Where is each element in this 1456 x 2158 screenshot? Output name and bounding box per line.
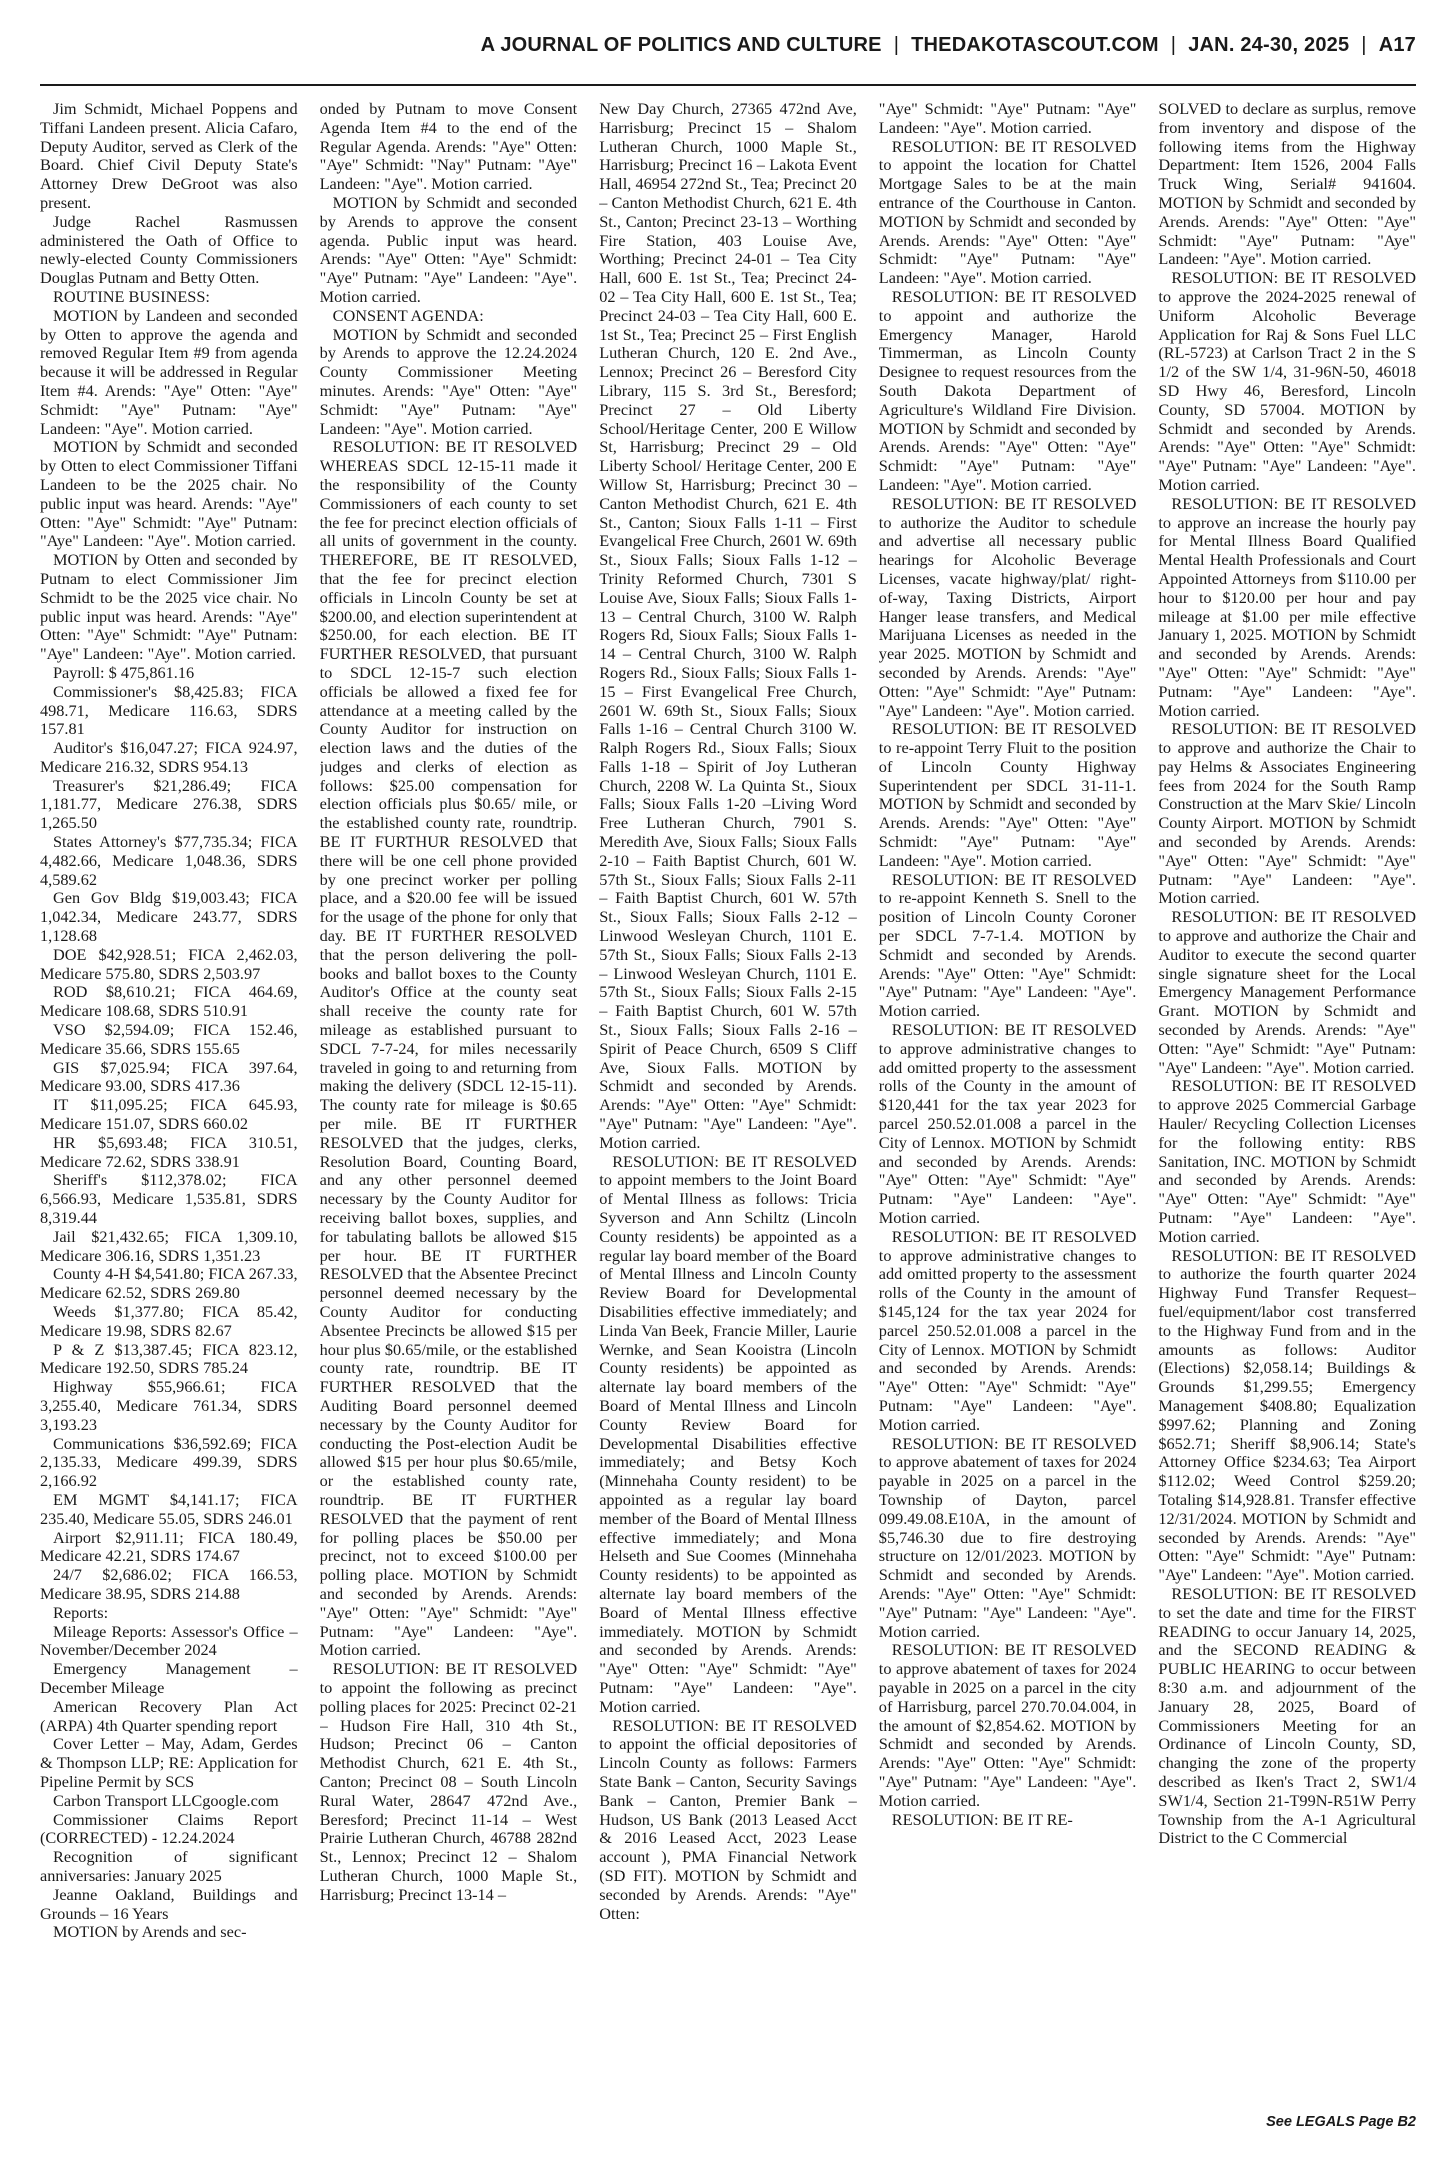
- notice-paragraph: RESOLUTION: BE IT RESOLVED to authorize the Auditor to schedule and advertise all necessary public hearings for Alcoholic Beverage Licenses, vacate highway/plat/ right-of-way, Taxing Districts, Airport Hanger lease transfers, and Medical Marijuana Licenses as needed in the year 2025. MOTION by Schmidt and seconded by Arends. Arends: "Aye" Otten: "Aye" Schmidt: "Aye" Putnam: "Aye" Landeen: "Aye". Motion carried.: [878, 493, 1137, 720]
- notice-paragraph: RESOLUTION: BE IT RESOLVED to appoint and authorize the Emergency Manager, Harold Timmerman, as Lincoln County Designee to request resources from the South Dakota Department of Agriculture's Wildland Fire Division. MOTION by Schmidt and seconded by Arends. Arends: "Aye" Otten: "Aye" Schmidt: "Aye" Putnam: "Aye" Landeen: "Aye". Motion carried.: [878, 286, 1137, 494]
- notice-paragraph: RESOLUTION: BE IT RESOLVED to re-appoint Terry Fluit to the position of Lincoln County Highway Superintendent per SDCL 31-11-1. MOTION by Schmidt and seconded by Arends. Arends: "Aye" Otten: "Aye" Schmidt: "Aye" Putnam: "Aye" Landeen: "Aye". Motion carried.: [878, 719, 1137, 870]
- notice-paragraph: States Attorney's $77,735.34; FICA 4,482.66, Medicare 1,048.36, SDRS 4,589.62: [40, 832, 298, 889]
- notice-paragraph: VSO $2,594.09; FICA 152.46, Medicare 35.66, SDRS 155.65: [40, 1020, 298, 1058]
- notice-paragraph: RESOLUTION: BE IT RESOLVED to set the date and time for the FIRST READING to occur January 14, 2025, and the SECOND READING & PUBLIC HEARING to occur between 8:30 a.m. and adjournment of the January 28, 2025, Board of Commissioners Meeting for an Ordinance of Lincoln County, SD, changing the zone of the property described as Iken's Tract 2, SW1/4 SW1/4, Section 21-T99N-R51W Perry Township from the A-1 Agricultural District to the C Commercial: [1158, 1583, 1416, 1848]
- notice-paragraph: MOTION by Schmidt and seconded by Arends to approve the consent agenda. Public input was heard. Arends: "Aye" Otten: "Aye" Schmidt: "Aye" Putnam: "Aye" Landeen: "Aye". Motion carried.: [319, 192, 578, 306]
- notice-paragraph: RESOLUTION: BE IT RESOLVED to appoint the location for Chattel Mortgage Sales to be at the main entrance of the Courthouse in Canton. MOTION by Schmidt and seconded by Arends. Arends: "Aye" Otten: "Aye" Schmidt: "Aye" Putnam: "Aye" Landeen: "Aye". Motion carried.: [878, 136, 1137, 288]
- notice-paragraph: IT $11,095.25; FICA 645.93, Medicare 151.07, SDRS 660.02: [40, 1095, 298, 1134]
- notice-paragraph: American Recovery Plan Act (ARPA) 4th Quarter spending report: [40, 1696, 298, 1735]
- notice-paragraph: RESOLUTION: BE IT RESOLVED WHEREAS SDCL 12-15-11 made it the responsibility of the County Commissioners of each county to set the fee for precinct election officials of all units of government in the county. THEREFORE, BE IT RESOLVED, that the fee for precinct election officials in Lincoln County be set at $200.00, and election superintendent at $250.00, for each election. BE IT FURTHER RESOLVED, that pursuant to SDCL 12-15-7 such election officials be allowed a fixed fee for attendance at a meeting called by the County Auditor for instruction on election laws and the duties of the judges and clerks of election as follows: $25.00 compensation for election officials plus $0.65/ mile, or the established county rate, roundtrip. BE IT FURTHUR RESOLVED that there will be one cell phone provided by one precinct worker per polling place, and a $20.00 fee will be issued for the usage of the phone for only that day. BE IT FURTHER RESOLVED that the person delivering the poll-books and ballot boxes to the County Auditor's Office at the county seat shall receive the county rate for mileage as established pursuant to SDCL 7-7-24, for miles necessarily traveled in going to and returning from making the delivery (SDCL 12-15-11). The county rate for mileage is $0.65 per mile. BE IT FURTHER RESOLVED that the judges, clerks, Resolution Board, Counting Board, and any other personnel deemed necessary by the County Auditor for receiving ballot boxes, supplies, and for tabulating ballots be allowed $15 per hour. BE IT FURTHER RESOLVED that the Absentee Precinct personnel deemed necessary by the County Auditor for conducting Absentee Precincts be allowed $15 per hour plus $0.65/mile, or the established county rate, roundtrip. BE IT FURTHER RESOLVED that the Auditing Board personnel deemed necessary by the County Auditor for conducting the Post-election Audit be allowed $15 per hour plus $0.65/mile, or the established county rate, roundtrip. BE IT FURTHER RESOLVED that the payment of rent for polling places be $50.00 per precinct, not to exceed $100.00 per polling place. MOTION by Schmidt and seconded by Arends. Arends: "Aye" Otten: "Aye" Schmidt: "Aye" Putnam: "Aye" Landeen: "Aye". Motion carried.: [319, 437, 578, 1660]
- notice-paragraph: RESOLUTION: BE IT RE-: [891, 1809, 1073, 1829]
- notice-paragraph: "Aye" Schmidt: "Aye" Putnam: "Aye" Landeen: "Aye". Motion carried.: [878, 100, 1137, 137]
- notice-paragraph: Weeds $1,377.80; FICA 85.42, Medicare 19.98, SDRS 82.67: [40, 1302, 298, 1340]
- notice-paragraph: MOTION by Otten and seconded by Putnam to elect Commissioner Jim Schmidt to be the 2025 vice chair. No public input was heard. Arends: "Aye" Otten: "Aye" Schmidt: "Aye" Putnam: "Aye" Landeen: "Aye". Motion carried.: [40, 550, 298, 664]
- notice-paragraph: SOLVED to declare as surplus, remove from inventory and dispose of the following items from the Highway Department: Item 1526, 2004 Falls Truck Wing, Serial# 941604. MOTION by Schmidt and seconded by Arends. Arends: "Aye" Otten: "Aye" Schmidt: "Aye" Putnam: "Aye" Landeen: "Aye". Motion carried.: [1158, 100, 1416, 269]
- notice-paragraph: Jail $21,432.65; FICA 1,309.10, Medicare 306.16, SDRS 1,351.23: [40, 1226, 298, 1265]
- notice-paragraph: MOTION by Schmidt and seconded by Otten to elect Commissioner Tiffani Landeen to be the 2025 chair. No public input was heard. Arends: "Aye" Otten: "Aye" Schmidt: "Aye" Putnam: "Aye" Landeen: "Aye". Motion carried.: [40, 437, 298, 551]
- header-separator: |: [1361, 34, 1367, 56]
- notice-paragraph: RESOLUTION: BE IT RESOLVED to approve an increase the hourly pay for Mental Illness Board Qualified Mental Health Professionals and Court Appointed Attorneys from $110.00 per hour to $120.00 per hour and pay mileage at $1.00 per mile effective January 1, 2025. MOTION by Schmidt and seconded by Arends. Arends: "Aye" Otten: "Aye" Schmidt: "Aye" Putnam: "Aye" Landeen: "Aye". Motion carried.: [1158, 493, 1416, 720]
- notice-paragraph: New Day Church, 27365 472nd Ave, Harrisburg; Precinct 15 – Shalom Lutheran Church, 1000 Maple St., Harrisburg; Precinct 16 – Lakota Event Hall, 46954 272nd St., Tea; Precinct 20 – Canton Methodist Church, 621 E. 4th St., Canton; Precinct 23-13 – Worthing Fire Station, 403 Louise Ave, Worthing; Precinct 24-01 – Tea City Hall, 600 E. 1st St., Tea; Precinct 24-02 – Tea City Hall, 600 E. 1st St., Tea; Precinct 24-03 – Tea City Hall, 600 E. 1st St., Tea; Precinct 25 – First English Lutheran Church, 120 E. 2nd Ave., Lennox; Precinct 26 – Beresford City Library, 115 S. 3rd St., Beresford; Precinct 27 – Old Liberty School/Heritage Center, 200 E Willow St, Harrisburg; Precinct 29 – Old Liberty School/ Heritage Center, 200 E Willow St, Harrisburg; Precinct 30 – Canton Methodist Church, 621 E. 4th St., Canton; Sioux Falls 1-11 – First Evangelical Free Church, 2601 W. 69th St., Sioux Falls; Sioux Falls 1-12 –Trinity Reformed Church, 7301 S Louise Ave, Sioux Falls; Sioux Falls 1-13 – Central Church, 3100 W. Ralph Rogers Rd, Sioux Falls; Sioux Falls 1-14 – Central Church, 3100 W. Ralph Rogers Rd., Sioux Falls; Sioux Falls 1-15 – First Evangelical Free Church, 2601 W. 69th St., Sioux Falls; Sioux Falls 1-16 – Central Church 3100 W. Ralph Rogers Rd., Sioux Falls; Sioux Falls 1-18 – Spirit of Joy Lutheran Church, 2208 W. La Quinta St., Sioux Falls; Sioux Falls 1-20 –Living Word Free Lutheran Church, 7901 S. Meredith Ave, Sioux Falls; Sioux Falls 2-10 – Faith Baptist Church, 601 W. 57th St., Sioux Falls; Sioux Falls 2-11 – Faith Baptist Church, 601 W. 57th St., Sioux Falls; Sioux Falls 2-12 – Linwood Wesleyan Church, 1101 E. 57th St., Sioux Falls; Sioux Falls 2-13 – Linwood Wesleyan Church, 1101 E. 57th St., Sioux Falls; Sioux Falls 2-15 – Faith Baptist Church, 601 W. 57th St., Sioux Falls; Sioux Falls 2-16 – Spirit of Peace Church, 6509 S Cliff Ave, Sioux Falls. MOTION by Schmidt and seconded by Arends. Arends: "Aye" Otten: "Aye" Schmidt: "Aye" Putnam: "Aye" Landeen: "Aye". Motion carried.: [599, 100, 857, 1152]
- notice-paragraph: Highway $55,966.61; FICA 3,255.40, Medicare 761.34, SDRS 3,193.23: [40, 1377, 298, 1434]
- continued-reference: See LEGALS Page B2: [1266, 2114, 1416, 2130]
- notice-paragraph: Airport $2,911.11; FICA 180.49, Medicare 42.21, SDRS 174.67: [40, 1527, 298, 1566]
- notice-paragraph: Recognition of significant anniversaries: January 2025: [40, 1847, 298, 1885]
- text-column-2: [320, 100, 578, 2110]
- notice-paragraph: Gen Gov Bldg $19,003.43; FICA 1,042.34, Medicare 243.77, SDRS 1,128.68: [40, 888, 298, 946]
- notice-paragraph: 24/7 $2,686.02; FICA 166.53, Medicare 38.95, SDRS 214.88: [40, 1565, 298, 1603]
- notice-paragraph: onded by Putnam to move Consent Agenda Item #4 to the end of the Regular Agenda. Arends: "Aye" Otten: "Aye" Schmidt: "Nay" Putnam: "Aye" Landeen: "Aye". Motion carried.: [319, 100, 578, 194]
- notice-paragraph: Jeanne Oakland, Buildings and Grounds – 16 Years: [40, 1884, 298, 1923]
- page-header: [40, 34, 1416, 86]
- text-column-1: [40, 100, 298, 2110]
- notice-paragraph: CONSENT AGENDA:: [332, 305, 484, 325]
- notice-paragraph: RESOLUTION: BE IT RESOLVED to appoint the following as precinct polling places for 2025: Precinct 02-21 – Hudson Fire Hall, 310 4th St., Hudson; Precinct 06 – Canton Methodist Church, 621 E. 4th St., Canton; Precinct 08 – South Lincoln Rural Water, 28647 472nd Ave., Beresford; Precinct 11-14 – West Prairie Lutheran Church, 46788 282nd St., Lennox; Precinct 12 – Shalom Lutheran Church, 1000 Maple St., Harrisburg; Precinct 13-14 –: [319, 1659, 578, 1904]
- notice-paragraph: RESOLUTION: BE IT RESOLVED to approve abatement of taxes for 2024 payable in 2025 on a parcel in the city of Harrisburg, parcel 270.70.04.004, in the amount of $2,854.62. MOTION by Schmidt and seconded by Arends. Arends: "Aye" Otten: "Aye" Schmidt: "Aye" Putnam: "Aye" Landeen: "Aye". Motion carried.: [878, 1640, 1137, 1810]
- notice-paragraph: MOTION by Arends and sec-: [53, 1922, 247, 1942]
- notice-paragraph: Carbon Transport LLCgoogle.com: [53, 1790, 279, 1810]
- notice-paragraph: MOTION by Landeen and seconded by Otten to approve the agenda and removed Regular Item #9 from agenda because it will be addressed in Regular Item #4. Arends: "Aye" Otten: "Aye" Schmidt: "Aye" Putnam: "Aye" Landeen: "Aye". Motion carried.: [40, 305, 298, 438]
- page-number: A17: [1378, 34, 1416, 56]
- notice-paragraph: Payroll: $ 475,861.16: [53, 662, 195, 682]
- notice-paragraph: County 4-H $4,541.80; FICA 267.33, Medicare 62.52, SDRS 269.80: [40, 1264, 298, 1303]
- notice-paragraph: MOTION by Schmidt and seconded by Arends to approve the 12.24.2024 County Commissioner Meeting minutes. Arends: "Aye" Otten: "Aye" Schmidt: "Aye" Putnam: "Aye" Landeen: "Aye". Motion carried.: [319, 324, 578, 438]
- text-column-4: [879, 100, 1137, 2110]
- text-column-3: [599, 100, 857, 2110]
- notice-paragraph: RESOLUTION: BE IT RESOLVED to approve and authorize the Chair to pay Helms & Associates Engineering fees from 2024 for the South Ramp Construction at the Marv Skie/ Lincoln County Airport. MOTION by Schmidt and seconded by Arends. Arends: "Aye" Otten: "Aye" Schmidt: "Aye" Putnam: "Aye" Landeen: "Aye". Motion carried.: [1158, 719, 1416, 908]
- notice-paragraph: GIS $7,025.94; FICA 397.64, Medicare 93.00, SDRS 417.36: [40, 1057, 298, 1096]
- notice-paragraph: Communications $36,592.69; FICA 2,135.33, Medicare 499.39, SDRS 2,166.92: [40, 1433, 298, 1491]
- notice-paragraph: Mileage Reports: Assessor's Office – November/December 2024: [40, 1621, 298, 1660]
- legal-notice-columns: [40, 100, 1416, 2110]
- notice-paragraph: Commissioner's $8,425.83; FICA 498.71, Medicare 116.63, SDRS 157.81: [40, 681, 298, 739]
- publication-tagline: A JOURNAL OF POLITICS AND CULTURE: [480, 34, 882, 56]
- notice-paragraph: ROD $8,610.21; FICA 464.69, Medicare 108.68, SDRS 510.91: [40, 982, 298, 1021]
- notice-paragraph: Emergency Management – December Mileage: [40, 1659, 298, 1697]
- notice-paragraph: DOE $42,928.51; FICA 2,462.03, Medicare 575.80, SDRS 2,503.97: [40, 944, 298, 983]
- notice-paragraph: Sheriff's $112,378.02; FICA 6,566.93, Medicare 1,535.81, SDRS 8,319.44: [40, 1170, 298, 1228]
- header-separator: |: [893, 34, 900, 56]
- notice-paragraph: Auditor's $16,047.27; FICA 924.97, Medicare 216.32, SDRS 954.13: [40, 738, 298, 776]
- notice-paragraph: Treasurer's $21,286.49; FICA 1,181.77, Medicare 276.38, SDRS 1,265.50: [40, 775, 298, 833]
- text-column-5: [1158, 100, 1416, 2110]
- notice-paragraph: Cover Letter – May, Adam, Gerdes & Thompson LLP; RE: Application for Pipeline Permit by SCS: [40, 1734, 298, 1791]
- notice-paragraph: RESOLUTION: BE IT RESOLVED to approve the 2024-2025 renewal of Uniform Alcoholic Beverage Application for Raj & Sons Fuel LLC (RL-5723) at Carlson Tract 2 in the S 1/2 of the SW 1/4, 31-96N-50, 46018 SD Hwy 46, Beresford, Lincoln County, SD 57004. MOTION by Schmidt and seconded by Arends. Arends: "Aye" Otten: "Aye" Schmidt: "Aye" Putnam: "Aye" Landeen: "Aye". Motion carried.: [1158, 268, 1416, 494]
- notice-paragraph: RESOLUTION: BE IT RESOLVED to appoint the official depositories of Lincoln County as follows: Farmers State Bank – Canton, Security Savings Bank – Canton, Premier Bank – Hudson, US Bank (2013 Leased Acct & 2016 Leased Acct, 2023 Lease account ), PMA Financial Network (SD FIT). MOTION by Schmidt and seconded by Arends. Arends: "Aye" Otten:: [599, 1715, 857, 1923]
- website-label: THEDAKOTASCOUT.COM: [911, 34, 1159, 56]
- notice-paragraph: RESOLUTION: BE IT RESOLVED to approve 2025 Commercial Garbage Hauler/ Recycling Collection Licenses for the following entity: RBS Sanitation, INC. MOTION by Schmidt and seconded by Arends. Arends: "Aye" Otten: "Aye" Schmidt: "Aye" Putnam: "Aye" Landeen: "Aye". Motion carried.: [1158, 1076, 1416, 1246]
- notice-paragraph: RESOLUTION: BE IT RESOLVED to approve administrative changes to add omitted property to the assessment rolls of the County in the amount of $145,124 for the tax year 2024 for parcel 250.52.01.008 a parcel in the City of Lennox. MOTION by Schmidt and seconded by Arends. Arends: "Aye" Otten: "Aye" Schmidt: "Aye" Putnam: "Aye" Landeen: "Aye". Motion carried.: [878, 1226, 1137, 1434]
- notice-paragraph: RESOLUTION: BE IT RESOLVED to appoint members to the Joint Board of Mental Illness as follows: Tricia Syverson and Ann Schiltz (Lincoln County residents) be appointed as a regular lay board member of the Board of Mental Illness and Lincoln County Review Board for Developmental Disabilities effective immediately; and Linda Van Beek, Francie Miller, Laurie Wernke, and Sean Kooistra (Lincoln County residents) be appointed as alternate lay board members of the Board of Mental Illness and Lincoln County Review Board for Developmental Disabilities effective immediately; and Betsy Koch (Minnehaha County resident) to be appointed as a regular lay board member of the Board of Mental Illness effective immediately; and Mona Helseth and Sue Coomes (Minnehaha County residents) to be appointed as alternate lay board members of the Board of Mental Illness effective immediately. MOTION by Schmidt and seconded by Arends. Arends: "Aye" Otten: "Aye" Schmidt: "Aye" Putnam: "Aye" Landeen: "Aye". Motion carried.: [599, 1151, 857, 1716]
- notice-paragraph: Judge Rachel Rasmussen administered the Oath of Office to newly-elected County Commissioners Douglas Putnam and Betty Otten.: [40, 211, 298, 288]
- notice-paragraph: RESOLUTION: BE IT RESOLVED to re-appoint Kenneth S. Snell to the position of Lincoln County Coroner per SDCL 7-7-1.4. MOTION by Schmidt and seconded by Arends. Arends: "Aye" Otten: "Aye" Schmidt: "Aye" Putnam: "Aye" Landeen: "Aye". Motion carried.: [878, 869, 1137, 1021]
- notice-paragraph: ROUTINE BUSINESS:: [53, 286, 210, 306]
- notice-paragraph: RESOLUTION: BE IT RESOLVED to approve and authorize the Chair and Auditor to execute the second quarter single signature sheet for the Local Emergency Management Performance Grant. MOTION by Schmidt and seconded by Arends. Arends: "Aye" Otten: "Aye" Schmidt: "Aye" Putnam: "Aye" Landeen: "Aye". Motion carried.: [1158, 907, 1416, 1077]
- notice-paragraph: P & Z $13,387.45; FICA 823.12, Medicare 192.50, SDRS 785.24: [40, 1339, 298, 1378]
- notice-paragraph: Jim Schmidt, Michael Poppens and Tiffani Landeen present. Alicia Cafaro, Deputy Auditor, served as Clerk of the Board. Chief Civil Deputy State's Attorney Drew DeGroot was also present.: [40, 100, 298, 212]
- notice-paragraph: RESOLUTION: BE IT RESOLVED to approve administrative changes to add omitted property to the assessment rolls of the County in the amount of $120,441 for the tax year 2023 for parcel 250.52.01.008 a parcel in the City of Lennox. MOTION by Schmidt and seconded by Arends. Arends: "Aye" Otten: "Aye" Schmidt: "Aye" Putnam: "Aye" Landeen: "Aye". Motion carried.: [878, 1020, 1137, 1228]
- notice-paragraph: EM MGMT $4,141.17; FICA 235.40, Medicare 55.05, SDRS 246.01: [40, 1489, 298, 1528]
- notice-paragraph: Commissioner Claims Report (CORRECTED) - 12.24.2024: [40, 1809, 298, 1848]
- issue-dates: JAN. 24-30, 2025: [1188, 34, 1350, 56]
- notice-paragraph: RESOLUTION: BE IT RESOLVED to authorize the fourth quarter 2024 Highway Fund Transfer Request–fuel/equipment/labor cost transferred to the Highway Fund from and in the amounts as follows: Auditor (Elections) $2,058.14; Buildings & Grounds $1,299.55; Emergency Management $408.80; Equalization $997.62; Planning and Zoning $652.71; Sheriff $8,906.14; State's Attorney Office $234.63; Tea Airport $112.02; Weed Control $259.20; Totaling $14,928.81. Transfer effective 12/31/2024. MOTION by Schmidt and seconded by Arends. Arends: "Aye" Otten: "Aye" Schmidt: "Aye" Putnam: "Aye" Landeen: "Aye". Motion carried.: [1158, 1245, 1416, 1585]
- notice-paragraph: RESOLUTION: BE IT RESOLVED to approve abatement of taxes for 2024 payable in 2025 on a parcel in the Township of Dayton, parcel 099.49.08.E10A, in the amount of $5,746.30 due to fire destroying structure on 12/01/2023. MOTION by Schmidt and seconded by Arends. Arends: "Aye" Otten: "Aye" Schmidt: "Aye" Putnam: "Aye" Landeen: "Aye". Motion carried.: [878, 1433, 1137, 1641]
- header-separator: |: [1170, 34, 1177, 56]
- notice-paragraph: Reports:: [53, 1602, 109, 1622]
- notice-paragraph: HR $5,693.48; FICA 310.51, Medicare 72.62, SDRS 338.91: [40, 1132, 298, 1171]
